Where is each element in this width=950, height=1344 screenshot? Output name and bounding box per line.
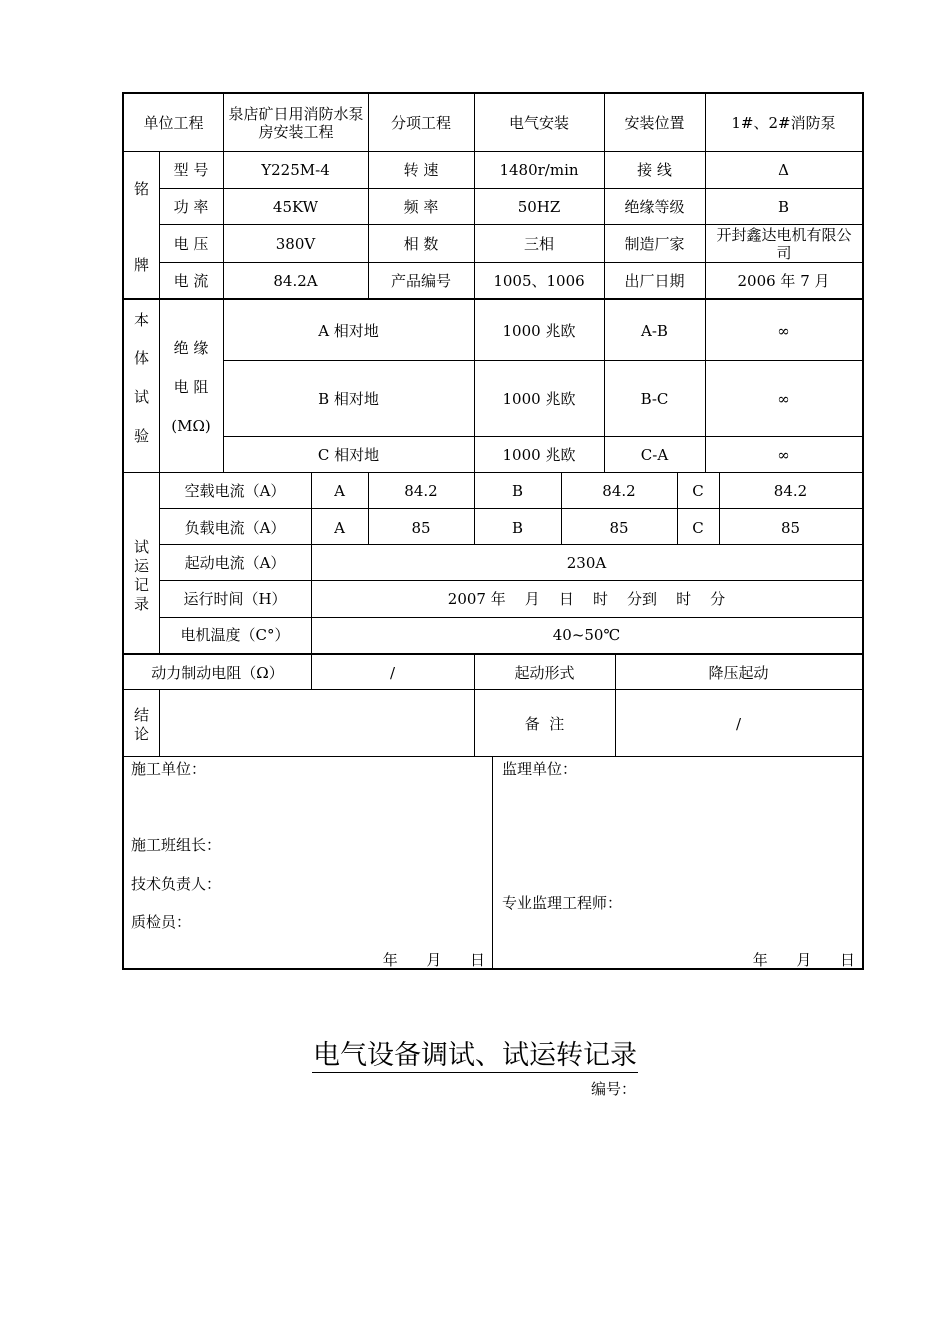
start-current-value: 230A [566, 554, 607, 572]
nameplate-value: 三相 [523, 235, 554, 253]
team-leader-label: 施工班组长： [131, 836, 222, 854]
remark-label: 备 注 [524, 715, 565, 733]
phase-c-value: 84.2 [773, 482, 808, 500]
supervision-unit-label: 监理单位： [502, 760, 578, 778]
insulation-label: 电 阻 [173, 378, 209, 396]
trial-run-side-label: 录 [133, 595, 149, 613]
unit-project-label: 单位工程 [143, 114, 204, 132]
phase-a-value: 85 [411, 519, 431, 537]
nameplate-value: 2006 年 7 月 [737, 272, 830, 290]
no-load-current-label: 空载电流（A） [184, 482, 286, 500]
manufacturer-value: 开封鑫达电机有限公司 [716, 226, 852, 262]
phase-a-label: A [334, 482, 345, 500]
phase-b-value: 85 [609, 519, 629, 537]
phase-label: B 相对地 [318, 390, 379, 408]
nameplate-value: B [777, 198, 790, 216]
location-value: 1#、2#消防泵 [731, 114, 836, 132]
phase-a-value: 84.2 [404, 482, 438, 500]
sub-project-label: 分项工程 [390, 114, 451, 132]
pair-label: B-C [640, 390, 669, 408]
nameplate-value: Y225M-4 [261, 161, 330, 179]
start-mode-label: 起动形式 [514, 664, 575, 682]
nameplate-label: 制造厂家 [624, 235, 685, 253]
nameplate-label: 电 流 [173, 272, 209, 290]
nameplate-label: 频 率 [403, 198, 439, 216]
nameplate-label: 型 号 [173, 161, 209, 179]
document-number-label: 编号： [591, 1080, 637, 1098]
nameplate-label: 出厂日期 [624, 272, 685, 290]
body-test-side-label: 体 [133, 349, 149, 367]
phase-b-value: 84.2 [602, 482, 636, 500]
nameplate-value: 84.2A [273, 272, 318, 290]
nameplate-label: 相 数 [403, 235, 439, 253]
signature-date-left: 年 月 日 [382, 951, 485, 969]
tech-lead-label: 技术负责人： [131, 875, 222, 893]
pair-value: ∞ [777, 322, 790, 340]
unit-project-value: 泉店矿日用消防水泵房安装工程 [228, 105, 364, 141]
load-current-label: 负载电流（A） [184, 519, 286, 537]
brake-resistance-value: / [389, 664, 396, 682]
nameplate-side-label: 铭 [133, 180, 149, 198]
phase-label: A 相对地 [318, 322, 379, 340]
phase-b-label: B [511, 519, 524, 537]
nameplate-label: 产品编号 [390, 272, 451, 290]
nameplate-label: 转 速 [403, 161, 439, 179]
nameplate-label: 功 率 [173, 198, 209, 216]
phase-label: C 相对地 [317, 446, 380, 464]
nameplate-value: Δ [778, 161, 789, 179]
brake-resistance-label: 动力制动电阻（Ω） [151, 664, 284, 682]
nameplate-value: 45KW [272, 198, 319, 216]
conclusion-label: 结 [133, 706, 149, 724]
run-time-value: 2007 年 月 日 时 分到 时 分 [447, 590, 726, 608]
document-title-wrap [0, 1033, 950, 1072]
construction-unit-label: 施工单位： [131, 760, 207, 778]
nameplate-label: 接 线 [637, 161, 672, 179]
phase-value: 1000 兆欧 [502, 322, 576, 340]
pair-value: ∞ [777, 446, 790, 464]
signature-date-right: 年 月 日 [752, 951, 855, 969]
start-mode-value: 降压起动 [708, 664, 769, 682]
phase-c-label: C [692, 519, 704, 537]
nameplate-value: 1480r/min [499, 161, 579, 179]
trial-run-side-label: 运 [133, 557, 149, 575]
trial-run-side-label: 记 [133, 576, 149, 594]
pair-label: A-B [641, 322, 668, 340]
insulation-label: 绝 缘 [173, 339, 209, 357]
body-test-side-label: 试 [133, 388, 149, 406]
motor-temp-label: 电机温度（C°） [180, 626, 290, 644]
motor-temp-value: 40~50℃ [552, 626, 621, 644]
pair-label: C-A [640, 446, 669, 464]
supervision-engineer-label: 专业监理工程师： [502, 894, 623, 912]
start-current-label: 起动电流（A） [184, 554, 286, 572]
body-test-side-label: 验 [133, 427, 149, 445]
nameplate-label: 电 压 [173, 235, 209, 253]
location-label: 安装位置 [624, 114, 685, 132]
run-time-label: 运行时间（H） [183, 590, 287, 608]
pair-value: ∞ [777, 390, 790, 408]
remark-value: / [735, 715, 742, 733]
document-title: 电气设备调试、试运转记录 [313, 1040, 637, 1071]
conclusion-label: 论 [133, 725, 149, 743]
insulation-label: (MΩ) [171, 417, 211, 435]
phase-c-value: 85 [780, 519, 801, 537]
trial-run-side-label: 试 [133, 538, 149, 556]
body-test-side-label: 本 [133, 311, 149, 329]
nameplate-value: 380V [275, 235, 316, 253]
nameplate-value: 1005、1006 [493, 272, 585, 290]
nameplate-value: 50HZ [517, 198, 561, 216]
sub-project-value: 电气安装 [508, 114, 569, 132]
phase-value: 1000 兆欧 [502, 390, 576, 408]
phase-b-label: B [511, 482, 524, 500]
nameplate-label: 绝缘等级 [624, 198, 685, 216]
phase-value: 1000 兆欧 [502, 446, 576, 464]
phase-c-label: C [692, 482, 704, 500]
phase-a-label: A [334, 519, 345, 537]
inspector-label: 质检员： [131, 913, 192, 931]
nameplate-side-label: 牌 [133, 256, 149, 274]
